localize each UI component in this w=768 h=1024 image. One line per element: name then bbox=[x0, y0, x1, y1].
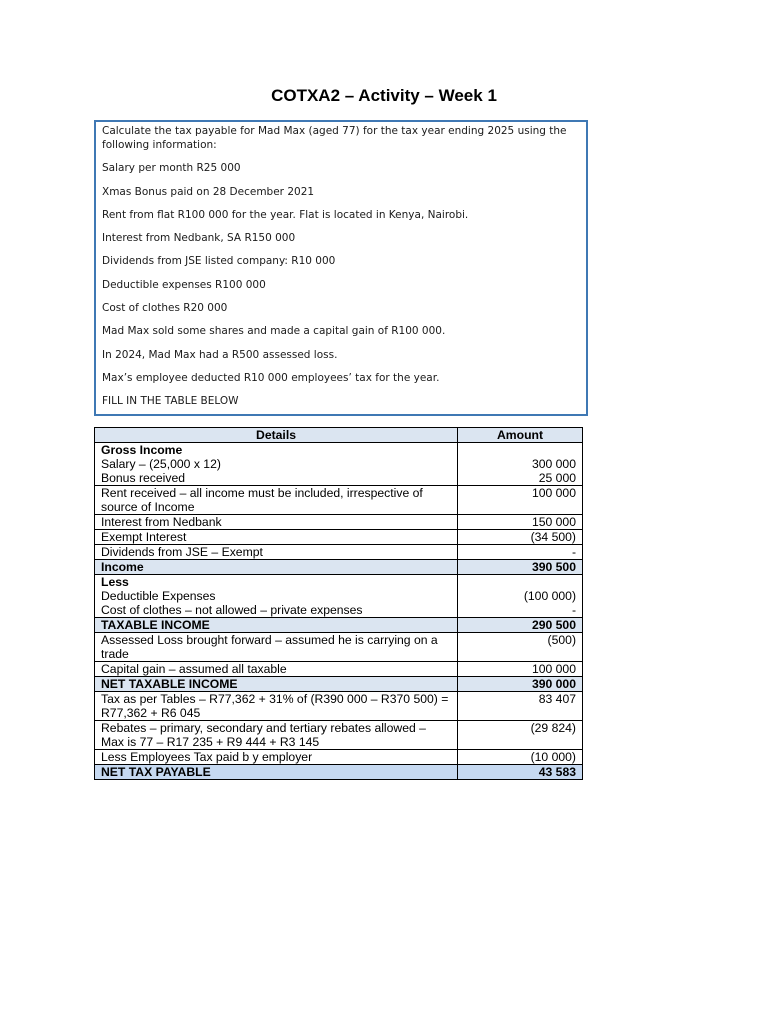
page-title: COTXA2 – Activity – Week 1 bbox=[271, 86, 497, 105]
deductible-label: Deductible Expenses bbox=[101, 589, 216, 603]
amount-cell bbox=[458, 575, 583, 618]
tax-tables-label: Tax as per Tables – R77,362 + 31% of (R390 000 – R370 500) = R77,362 + R6 045 bbox=[95, 692, 458, 721]
instruction-line: Xmas Bonus paid on 28 December 2021 bbox=[102, 185, 315, 198]
table-row-less bbox=[95, 575, 583, 618]
details-cell bbox=[95, 575, 458, 618]
instruction-line: Mad Max sold some shares and made a capital gain of R100 000. bbox=[102, 325, 446, 338]
exempt-interest-label: Exempt Interest bbox=[95, 530, 458, 545]
instruction-line: FILL IN THE TABLE BELOW bbox=[102, 395, 239, 408]
instruction-line: Calculate the tax payable for Mad Max (aged 77) for the tax year ending 2025 using the following information: bbox=[102, 125, 567, 151]
taxable-income-label: TAXABLE INCOME bbox=[95, 618, 458, 633]
amount-cell bbox=[458, 443, 583, 486]
table-header-row bbox=[95, 428, 583, 443]
instructions-box bbox=[94, 120, 588, 416]
instruction-line: Dividends from JSE listed company: R10 000 bbox=[102, 255, 336, 268]
employees-tax-amount: (10 000) bbox=[458, 750, 583, 765]
rebates-amount: (29 824) bbox=[458, 721, 583, 750]
rent-amount: 100 000 bbox=[458, 486, 583, 515]
taxable-income-amount: 290 500 bbox=[458, 618, 583, 633]
salary-amount: 300 000 bbox=[531, 457, 576, 471]
table-row bbox=[95, 633, 583, 662]
table-row bbox=[95, 530, 583, 545]
net-taxable-income-label: NET TAXABLE INCOME bbox=[95, 677, 458, 692]
details-header: Details bbox=[95, 428, 458, 443]
instruction-line: Deductible expenses R100 000 bbox=[102, 278, 266, 291]
bonus-label: Bonus received bbox=[101, 471, 186, 485]
net-tax-payable-label: NET TAX PAYABLE bbox=[95, 765, 458, 780]
net-tax-payable-row bbox=[95, 765, 583, 780]
bonus-amount: 25 000 bbox=[538, 471, 576, 485]
table-row bbox=[95, 721, 583, 750]
amount-header: Amount bbox=[458, 428, 583, 443]
clothes-label: Cost of clothes – not allowed – private expenses bbox=[101, 603, 363, 617]
table-row bbox=[95, 750, 583, 765]
details-cell bbox=[95, 443, 458, 486]
net-taxable-income-row bbox=[95, 677, 583, 692]
table-row bbox=[95, 692, 583, 721]
net-tax-payable-amount: 43 583 bbox=[458, 765, 583, 780]
capital-gain-amount: 100 000 bbox=[458, 662, 583, 677]
dividends-amount: - bbox=[458, 545, 583, 560]
net-taxable-income-amount: 390 000 bbox=[458, 677, 583, 692]
table-row-gross-income bbox=[95, 443, 583, 486]
instruction-line: Max’s employee deducted R10 000 employees’ tax for the year. bbox=[102, 371, 440, 384]
less-heading: Less bbox=[101, 575, 129, 589]
instruction-line: Interest from Nedbank, SA R150 000 bbox=[102, 232, 296, 245]
table-row bbox=[95, 545, 583, 560]
exempt-interest-amount: (34 500) bbox=[458, 530, 583, 545]
instruction-line: Rent from flat R100 000 for the year. Flat is located in Kenya, Nairobi. bbox=[102, 208, 469, 221]
assessed-loss-label: Assessed Loss brought forward – assumed he is carrying on a trade bbox=[95, 633, 458, 662]
tax-table bbox=[94, 427, 583, 780]
dividends-label: Dividends from JSE – Exempt bbox=[95, 545, 458, 560]
interest-label: Interest from Nedbank bbox=[95, 515, 458, 530]
instruction-line: Cost of clothes R20 000 bbox=[102, 302, 228, 315]
employees-tax-label: Less Employees Tax paid b y employer bbox=[95, 750, 458, 765]
taxable-income-row bbox=[95, 618, 583, 633]
table-row bbox=[95, 662, 583, 677]
capital-gain-label: Capital gain – assumed all taxable bbox=[95, 662, 458, 677]
table-row bbox=[95, 486, 583, 515]
clothes-amount: - bbox=[571, 603, 576, 617]
tax-tables-amount: 83 407 bbox=[458, 692, 583, 721]
instruction-line: Salary per month R25 000 bbox=[102, 162, 241, 175]
instruction-line: In 2024, Mad Max had a R500 assessed loss. bbox=[102, 348, 338, 361]
salary-label: Salary – (25,000 x 12) bbox=[101, 457, 221, 471]
deductible-amount: (100 000) bbox=[523, 589, 576, 603]
interest-amount: 150 000 bbox=[458, 515, 583, 530]
table-row bbox=[95, 515, 583, 530]
income-row bbox=[95, 560, 583, 575]
income-label: Income bbox=[95, 560, 458, 575]
gross-income-heading: Gross Income bbox=[101, 443, 183, 457]
income-amount: 390 500 bbox=[458, 560, 583, 575]
rent-label: Rent received – all income must be included, irrespective of source of Income bbox=[95, 486, 458, 515]
assessed-loss-amount: (500) bbox=[458, 633, 583, 662]
rebates-label: Rebates – primary, secondary and tertiary rebates allowed – Max is 77 – R17 235 + R9 444 + R3 145 bbox=[95, 721, 458, 750]
